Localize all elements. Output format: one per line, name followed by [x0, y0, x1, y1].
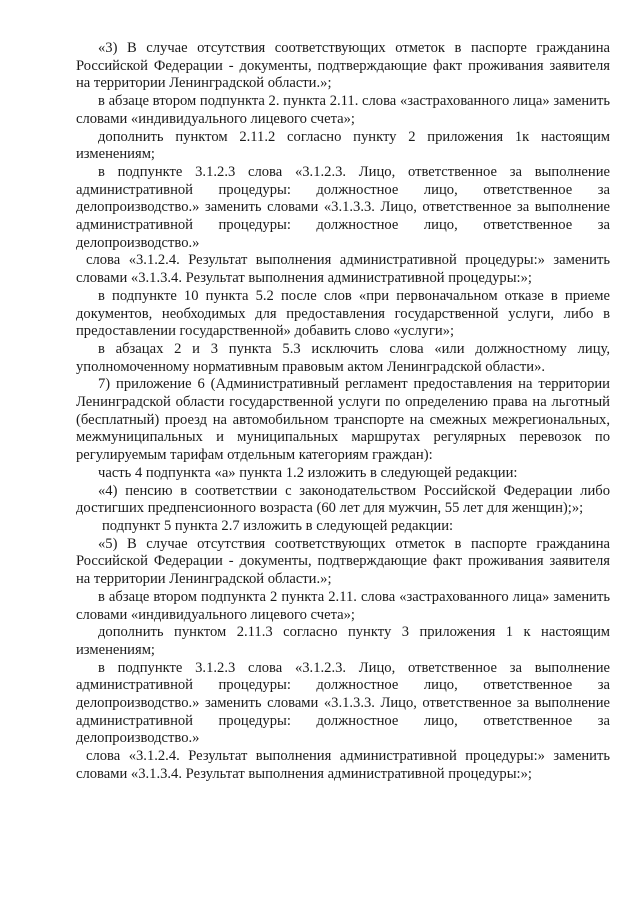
paragraph-16: слова «3.1.2.4. Результат выполнения административной процедуры:» заменить словами «3.1.3.4. Результат выполнения административной процедуры:»; — [76, 748, 610, 782]
paragraph-14: дополнить пунктом 2.11.3 согласно пункту 3 приложения 1 к настоящим изменениям; — [76, 624, 610, 658]
paragraph-13: в абзаце втором подпункта 2 пункта 2.11. слова «застрахованного лица» заменить словами «индивидуального лицевого счета»; — [76, 588, 610, 623]
paragraph-4: в подпункте 3.1.2.3 слова «3.1.2.3. Лицо, ответственное за выполнение административной процедуры: должностное лицо, ответственное за делопроизводство.» заменить словами «3.1.3.3. Лицо, ответственное за выполнение административной процедуры: должностное лицо, ответственное за делопроизводство.» — [76, 163, 610, 251]
paragraph-15: в подпункте 3.1.2.3 слова «3.1.2.3. Лицо, ответственное за выполнение административной процедуры: должностное лицо, ответственное за делопроизводство.» заменить словами «3.1.3.3. Лицо, ответственное за выполнение административной процедуры: должностное лицо, ответственное за делопроизводство.» — [76, 659, 610, 747]
paragraph-6: в подпункте 10 пункта 5.2 после слов «при первоначальном отказе в приеме документов, необходимых для предоставления государственной услуги, либо в предоставлении государственной» добавить слово «услуги»; — [76, 287, 610, 340]
paragraph-1: «3) В случае отсутствия соответствующих отметок в паспорте гражданина Российской Федерации - документы, подтверждающие факт проживания заявителя на территории Ленинградской области.»; — [76, 40, 610, 92]
paragraph-10: «4) пенсию в соответствии с законодательством Российской Федерации либо достигших предпенсионного возраста (60 лет для мужчин, 55 лет для женщин);»; — [76, 482, 610, 517]
paragraph-2: в абзаце втором подпункта 2. пункта 2.11. слова «застрахованного лица» заменить словами «индивидуального лицевого счета»; — [76, 93, 610, 127]
paragraph-9: часть 4 подпункта «а» пункта 1.2 изложить в следующей редакции: — [98, 464, 518, 481]
paragraph-12: «5) В случае отсутствия соответствующих отметок в паспорте гражданина Российской Федерации - документы, подтверждающие факт проживания заявителя на территории Ленинградской области.»; — [76, 535, 610, 588]
paragraph-8: 7) приложение 6 (Административный регламент предоставления на территории Ленинградской области государственной услуги по определению права на льготный (бесплатный) проезд на автомобильном транспорте на смежных межрегиональных, межмуниципальных и муниципальных маршрутах регулярных перевозок по регулируемым тарифам отдельным категориям граждан): — [76, 376, 610, 464]
paragraph-3: дополнить пунктом 2.11.2 согласно пункту 2 приложения 1к настоящим изменениям; — [76, 128, 610, 163]
paragraph-11: подпункт 5 пункта 2.7 изложить в следующей редакции: — [102, 517, 454, 534]
paragraph-7: в абзацах 2 и 3 пункта 5.3 исключить слова «или должностному лицу, уполномоченному нормативным правовым актом Ленинградской области». — [76, 340, 610, 375]
paragraph-5: слова «3.1.2.4. Результат выполнения административной процедуры:» заменить словами «3.1.3.4. Результат выполнения административной процедуры:»; — [76, 252, 610, 287]
